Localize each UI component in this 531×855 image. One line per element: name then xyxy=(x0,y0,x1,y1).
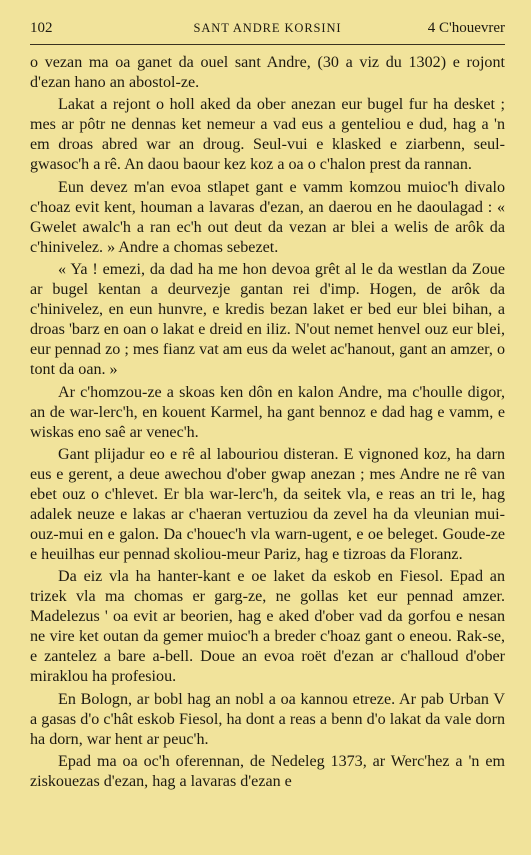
paragraph: Eun devez m'an evoa stlapet gant e vamm komzou muioc'h divalo c'hoaz evit kent, houman a lavaras d'ezan, an daerou en he daoulagad : « Gwelet awalc'h a ran ec'h out deut da vezan ar blei a welis de arôk da c'hinivelez. » Andre a chomas sebezet. xyxy=(30,178,505,256)
body-text xyxy=(30,53,505,795)
paragraph: Gant plijadur eo e rê al labouriou disteran. E vignoned koz, ha darn eus e gerent, a deue awechou d'ober gwap anezan ; mes Andre ne rê van ebet ouz o c'hlevet. Er bla war-lerc'h, da seitek vla, e reas an tri le, hag adalek neuze e lakas ar c'haeran vertuziou da zevel ha da vleunian mui-ouz-mui en e galon. Da c'houec'h vla warn-ugent, e oe beleget. Goude-ze e heuilhas eur pennad skoliou-meur Pariz, hag e tizroas da Floranz. xyxy=(30,445,505,563)
paragraph: Ar c'homzou-ze a skoas ken dôn en kalon Andre, ma c'houlle digor, an de war-lerc'h, en kouent Karmel, ha gant bennoz e dad hag e vamm, e wiskas eno saê ar venec'h. xyxy=(30,383,505,441)
paragraph: o vezan ma oa ganet da ouel sant Andre, (30 a viz du 1302) e rojont d'ezan hano an abostol-ze. xyxy=(30,54,505,91)
paragraph: En Bologn, ar bobl hag an nobl a oa kannou etreze. Ar pab Urban V a gasas d'o c'hât eskob Fiesol, ha dont a reas a benn d'o lakat da vale dorn ha dorn, war hent ar peuc'h. xyxy=(30,690,505,748)
header-rule xyxy=(30,44,505,45)
paragraph: Epad ma oa oc'h oferennan, de Nedeleg 1373, ar Werc'hez a 'n em ziskouezas d'ezan, hag a lavaras d'ezan e xyxy=(30,753,505,791)
paragraph: Da eiz vla ha hanter-kant e oe laket da eskob en Fiesol. Epad an trizek vla ma chomas er garg-ze, ne gollas ket eur pennad amzer. Madelezus ' oa evit ar beorien, hag e aked d'ober vad da gorfou e nesan ne vire ket outan da gemer muioc'h a breder c'hoaz gant o eneou. Rak-se, e zantelez a bare a-bell. Doue an evoa roët d'ezan ar c'halloud d'ober miraklou ha profesiou. xyxy=(30,568,505,686)
running-header xyxy=(30,20,505,40)
running-title: SANT ANDRE KORSINI xyxy=(193,21,342,35)
paragraph: Lakat a rejont o holl aked da ober anezan eur bugel fur ha desket ; mes ar pôtr ne dennas ket nemeur a vad eus a genteliou e dud, hag a 'n em droas abred war an droug. Seul-vui e klasked e ziarbenn, seul-gwasoc'h a rê. An daou baour kez koz a oa o c'halon prest da rannan. xyxy=(30,96,505,174)
page-number: 102 xyxy=(30,20,53,36)
paragraph: « Ya ! emezi, da dad ha me hon devoa grêt al le da westlan da Zoue ar bugel kentan a deurvezje gantan rei d'imp. Hogen, de arôk da c'hinivelez, en eun hunvre, e kredis bezan laket er bed eur blei bihan, a droas 'barz en oan o lakat e dreid en iliz. N'out nemet henvel ouz eur blei, eur pennad zo ; mes fianz vat am eus da welet ac'hanout, gant an amzer, o tont da oan. » xyxy=(30,261,505,379)
header-date: 4 C'houevrer xyxy=(427,20,505,36)
